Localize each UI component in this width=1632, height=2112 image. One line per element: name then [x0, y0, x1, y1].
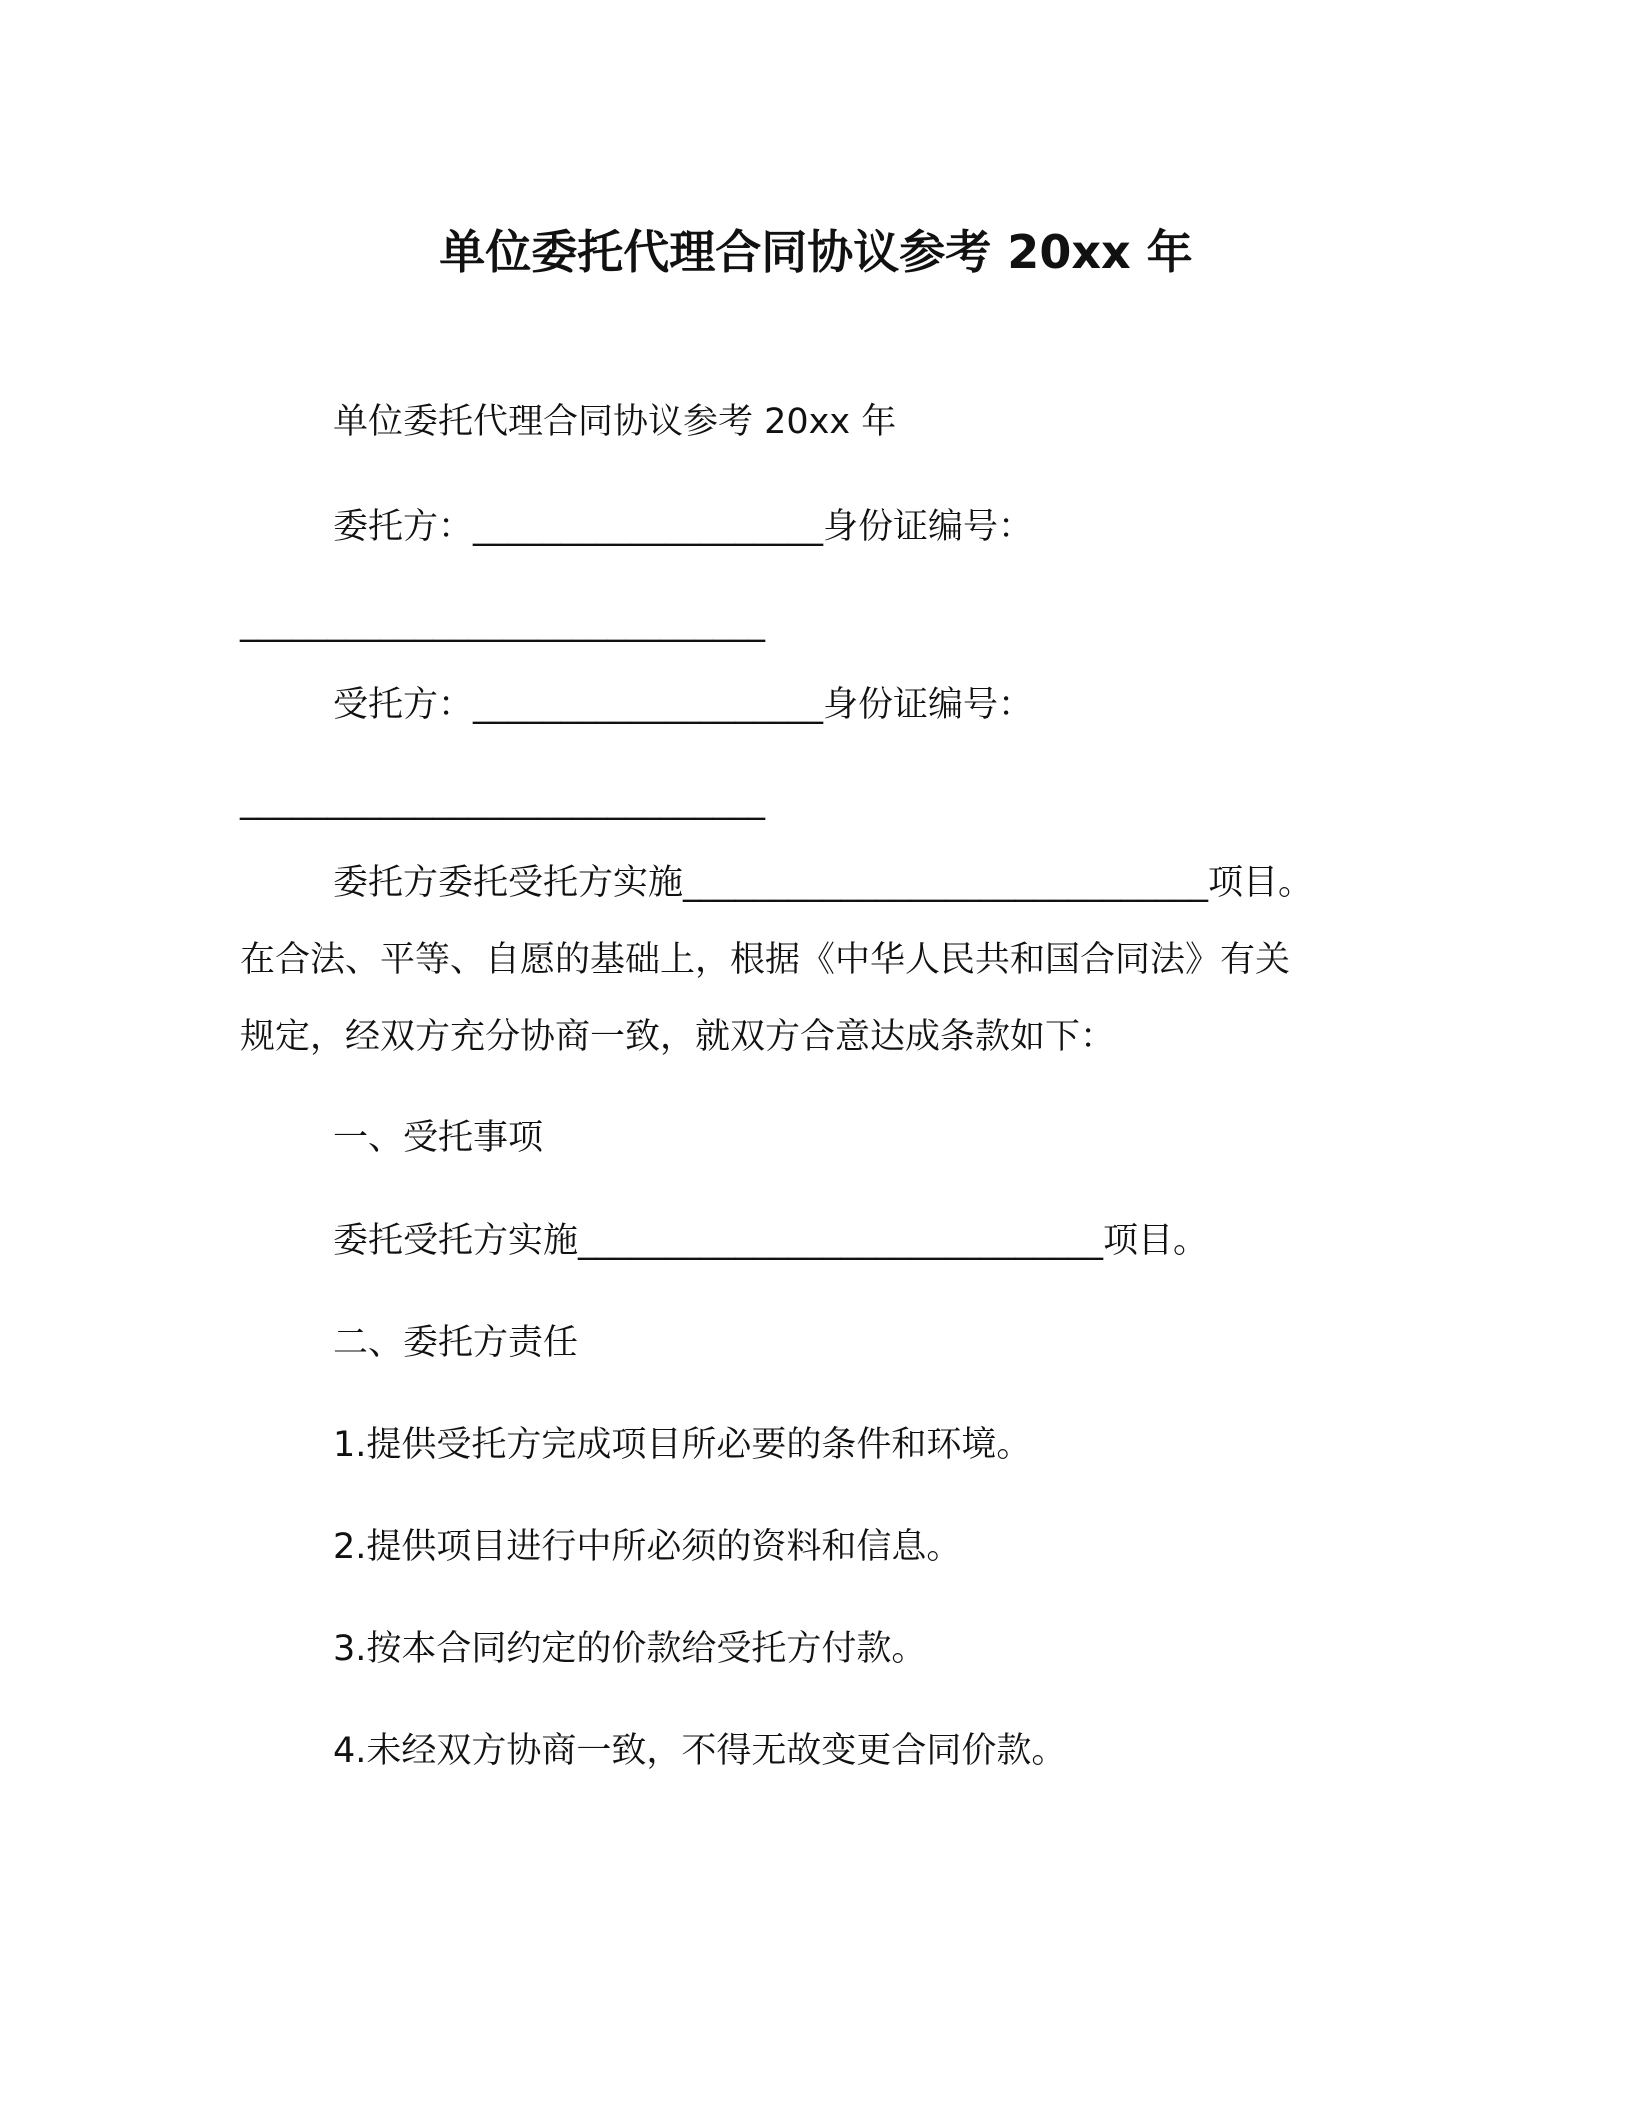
- clause-3: 3.按本合同约定的价款给受托方付款。: [333, 1629, 927, 1669]
- section-heading-1: 一、受托事项: [333, 1118, 544, 1158]
- principal-id-blank: ______________________________: [240, 603, 765, 643]
- clause-1: 1.提供受托方完成项目所必要的条件和环境。: [333, 1425, 1032, 1465]
- subtitle-line: 单位委托代理合同协议参考 20xx 年: [333, 402, 897, 442]
- intro-paragraph-line-1: 委托方委托受托方实施______________________________项目。: [333, 863, 1314, 903]
- clause-4: 4.未经双方协商一致，不得无故变更合同价款。: [333, 1731, 1067, 1771]
- intro-paragraph-line-3: 规定，经双方充分协商一致，就双方合意达成条款如下：: [240, 1017, 1116, 1057]
- agent-id-blank: ______________________________: [240, 781, 765, 821]
- agent-line: 受托方：____________________身份证编号：: [333, 685, 1034, 725]
- clause-2: 2.提供项目进行中所必须的资料和信息。: [333, 1527, 962, 1567]
- intro-paragraph-line-2: 在合法、平等、自愿的基础上，根据《中华人民共和国合同法》有关: [240, 940, 1291, 980]
- section-heading-2: 二、委托方责任: [333, 1323, 579, 1363]
- entrusted-matter-line: 委托受托方实施______________________________项目。: [333, 1221, 1209, 1261]
- principal-line: 委托方：____________________身份证编号：: [333, 507, 1034, 547]
- document-title: 单位委托代理合同协议参考 20xx 年: [439, 225, 1193, 279]
